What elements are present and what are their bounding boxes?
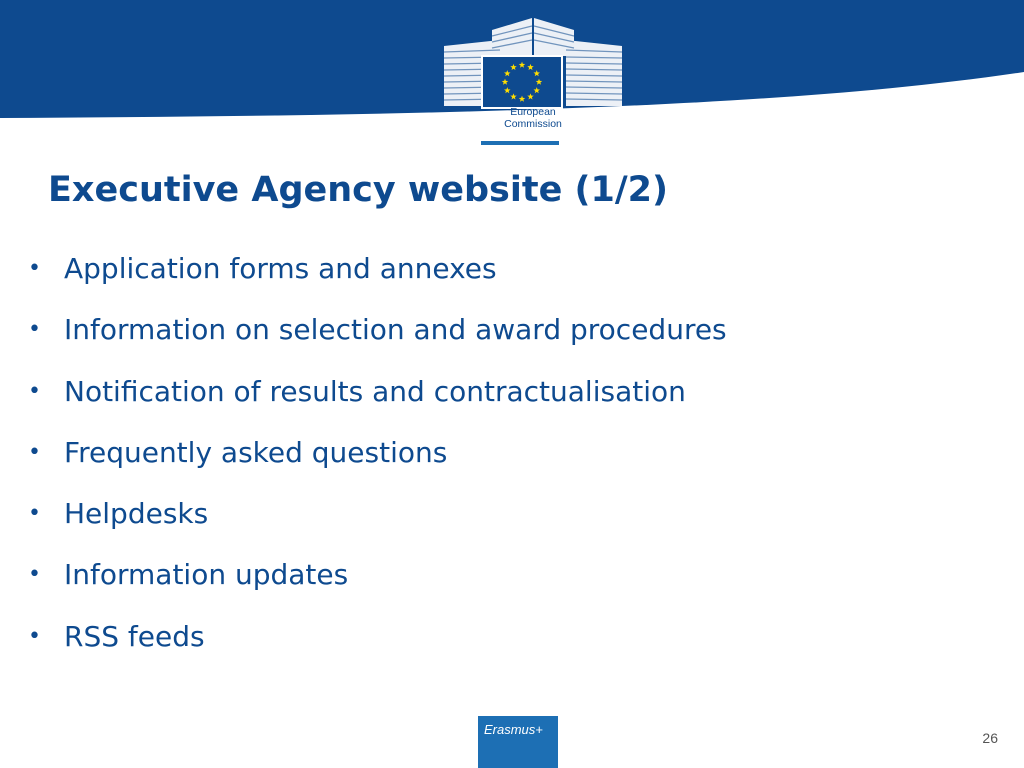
bullet-marker: • xyxy=(28,439,41,465)
bullet-text: RSS feeds xyxy=(64,619,205,653)
bullet-list xyxy=(28,238,727,667)
bullet-marker: • xyxy=(28,623,41,649)
berlaymont-building-icon xyxy=(440,14,626,110)
bullet-item xyxy=(28,422,727,483)
erasmus-logo-text: Erasmus+ xyxy=(484,722,543,737)
bullet-text: Application forms and annexes xyxy=(64,252,497,285)
bullet-marker: • xyxy=(28,562,41,588)
erasmus-plus-logo xyxy=(478,716,558,768)
bullet-item xyxy=(28,238,727,299)
bullet-item xyxy=(28,299,727,360)
bullet-item xyxy=(28,361,727,422)
bullet-text: Helpdesks xyxy=(64,497,209,531)
slide-title: Executive Agency website (1/2) xyxy=(48,170,668,210)
logo-accent-line xyxy=(481,141,559,145)
bullet-text: Information updates xyxy=(64,558,349,592)
logo-line-1: European xyxy=(510,106,556,118)
bullet-marker: • xyxy=(28,501,41,527)
bullet-text: Frequently asked questions xyxy=(64,435,448,469)
bullet-marker: • xyxy=(28,256,41,281)
bullet-marker: • xyxy=(28,317,41,343)
bullet-item xyxy=(28,544,727,605)
bullet-text: Notification of results and contractualisation xyxy=(64,374,686,408)
bullet-item xyxy=(28,606,727,667)
bullet-text: Information on selection and award procedures xyxy=(64,313,727,347)
bullet-item xyxy=(28,483,727,544)
european-commission-logo xyxy=(440,14,626,146)
logo-line-2: Commission xyxy=(504,118,562,130)
page-number: 26 xyxy=(982,730,998,746)
bullet-marker: • xyxy=(28,378,41,404)
logo-caption xyxy=(440,106,626,130)
